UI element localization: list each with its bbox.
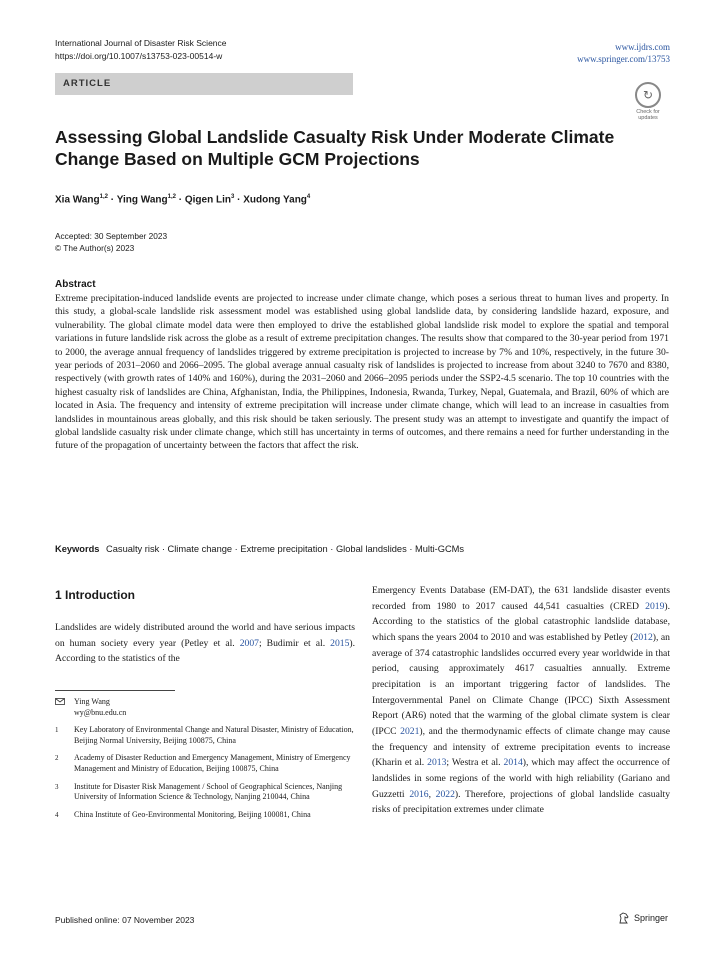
journal-url-link[interactable]: www.ijdrs.com [615, 42, 670, 52]
corresponding-author-email[interactable]: wy@bnu.edu.cn [74, 707, 127, 717]
doi-link[interactable]: https://doi.org/10.1007/s13753-023-00514-w [55, 51, 223, 61]
author-list: Xia Wang$^{1,2}$ · Ying Wang$^{1,2}$ · Qigen Lin$^3$ · Xudong Yang$^4$ [55, 194, 311, 206]
copyright-notice: © The Author(s) 2023 [55, 243, 135, 253]
body-text: , [428, 788, 436, 800]
citation-link[interactable]: 2007 [239, 637, 259, 649]
section-heading-introduction: 1 Introduction [55, 588, 135, 602]
author-affiliation-sup: 3 [230, 194, 235, 200]
citation-link[interactable]: 2019 [645, 600, 665, 612]
author-name[interactable]: Xudong Yang [243, 194, 307, 206]
citation-link[interactable]: 2022 [435, 788, 455, 800]
corresponding-author [55, 697, 355, 718]
body-text: Emergency Events Database (EM-DAT), the 631 landslide disaster events recorded from 1980 to 2017 caused 44,541 casualties (CRED [372, 585, 670, 612]
body-text: ). Therefore, projections of global landslide casualty risks of precipitation extremes under climate [372, 788, 671, 816]
journal-name: International Journal of Disaster Risk Science [55, 38, 227, 48]
affiliation-footnote [55, 782, 355, 803]
publisher-logo [618, 912, 668, 924]
body-text-left-column [55, 620, 355, 667]
body-text: ; Budimir et al. [258, 637, 331, 649]
affiliation-number: 3 [55, 782, 59, 791]
body-text: ; Westra et al. [446, 757, 504, 769]
body-text: ). According to the statistics of the global catastrophic landslide database, which spans the years 2004 to 2010 and was established by Petley ( [372, 600, 670, 643]
body-text: Landslides are widely distributed around the world and have serious impacts on human society every year (Petley et al. [55, 622, 355, 649]
affiliation-text: Key Laboratory of Environmental Change and Natural Disaster, Ministry of Education, Beijing Normal University, Beijing 100875, China [74, 725, 354, 745]
body-text-right-column [372, 583, 670, 818]
body-text: ), and the thermodynamic effects of climate change may cause the frequency and intensity of extreme precipitation events to increase (Kharin et al. [372, 725, 671, 769]
affiliation-footnote [55, 725, 355, 746]
published-online-date: Published online: 07 November 2023 [55, 915, 195, 925]
author-name[interactable]: Xia Wang [55, 194, 100, 206]
affiliation-number: 2 [55, 754, 59, 763]
abstract-heading: Abstract [55, 279, 96, 290]
affiliation-footnote [55, 810, 355, 821]
paper-title: Assessing Global Landslide Casualty Risk Under Moderate Climate Change Based on Multiple GCM Projections [55, 127, 615, 169]
springer-horse-icon [618, 912, 630, 924]
body-text: ), an average of 374 catastrophic landslides occurred every year worldwide in that period, causing approximately 4617 casualties annually. Extreme precipitation is an important triggering factor of landslides. The Intergovernmental Panel on Climate Change (IPCC) Sixth Assessment Report (AR6) noted that the warming of the global climate system is clear (IPCC [372, 631, 670, 737]
affiliation-footnote [55, 753, 355, 774]
springer-url-link[interactable]: www.springer.com/13753 [577, 54, 670, 64]
citation-link[interactable]: 2013 [427, 757, 447, 769]
author-name[interactable]: Qigen Lin [184, 194, 231, 206]
affiliation-text: Academy of Disaster Reduction and Emergency Management, Ministry of Emergency Management and Ministry of Education, Beijing 100875, China [74, 753, 351, 773]
citation-link[interactable]: 2021 [400, 725, 420, 737]
author-affiliation-sup: 1,2 [99, 194, 108, 200]
citation-link[interactable]: 2015 [330, 637, 350, 649]
accepted-date: Accepted: 30 September 2023 [55, 231, 168, 241]
article-type-bar [55, 73, 353, 95]
affiliation-number: 1 [55, 726, 59, 735]
abstract-text: Extreme precipitation-induced landslide events are projected to increase under climate change, which poses a serious threat to human lives and property. In this study, a global-scale landslide risk assessment model was established using global landslide data, by considering landslide hazard, exposure, and vulnerability. The global climate model data were then employed to drive the established global landslide risk model to explore the spatial and temporal variations in future landslide risk across the globe as a result of extreme precipitation changes. The results show that compared to the 30-year period from 1971 to 2000, the average annual frequency of landslides triggered by extreme precipitation is projected to increase by 7% and 10%, respectively, in the future 30-year periods of 2031–2060 and 2066–2095. The global average annual casualty risk of landslides is projected to increase from about 3240 to 7670 and 8380, respectively (with growth rates of 140% and 160%), during the 2031–2060 and 2066–2095 periods under the SSP2-4.5 scenario. The top 10 countries with the highest casualty risk of landslides are China, Afghanistan, India, the Philippines, Indonesia, Rwanda, Turkey, Nepal, Guatemala, and Brazil, 60% of which are located in Asia. The frequency and intensity of extreme precipitation will increase under climate change, which will lead to an increase in casualties from landslides in mountainous areas globally, and this risk should be taken seriously. The present study was an attempt to investigate and quantify the impact of global landslide casualty risk under climate change, which still has uncertainty in terms of outcomes, and there remains a need for further understanding in the future of the propagation of uncertainty between the factors that affect the risk. [55, 293, 669, 452]
publisher-name: Springer [634, 913, 669, 923]
check-for-updates-label: Check for updates [636, 109, 660, 121]
citation-link[interactable]: 2014 [503, 757, 523, 769]
affiliation-text: China Institute of Geo-Environmental Monitoring, Beijing 100081, China [74, 809, 311, 819]
citation-link[interactable]: 2016 [409, 788, 429, 800]
body-text: ). According to the statistics of the [55, 637, 355, 664]
body-text: ), which may affect the occurrence of landslides in some regions of the world with high reliability (Gariano and Guzzetti [372, 757, 671, 800]
article-type-label: ARTICLE [63, 78, 112, 89]
author-affiliation-sup: 1,2 [167, 194, 176, 200]
footnote-divider [55, 690, 175, 691]
author-affiliation-sup: 4 [306, 194, 311, 200]
corresponding-author-name: Ying Wang [74, 697, 110, 706]
affiliation-number: 4 [55, 810, 59, 819]
affiliation-text: Institute for Disaster Risk Management / School of Geographical Sciences, Nanjing University of Information Science & Technology, Nanjing 210044, China [74, 781, 343, 802]
citation-link[interactable]: 2012 [633, 631, 653, 643]
check-for-updates-button[interactable] [630, 82, 666, 121]
author-name[interactable]: Ying Wang [116, 194, 168, 206]
footnotes [55, 697, 355, 827]
keywords-label: Keywords [55, 544, 100, 554]
refresh-icon: ↻ [635, 82, 661, 108]
envelope-icon [55, 697, 65, 705]
keywords-list: Casualty risk · Climate change · Extreme precipitation · Global landslides · Multi-GCMs [106, 544, 465, 554]
keywords-line [55, 544, 669, 554]
